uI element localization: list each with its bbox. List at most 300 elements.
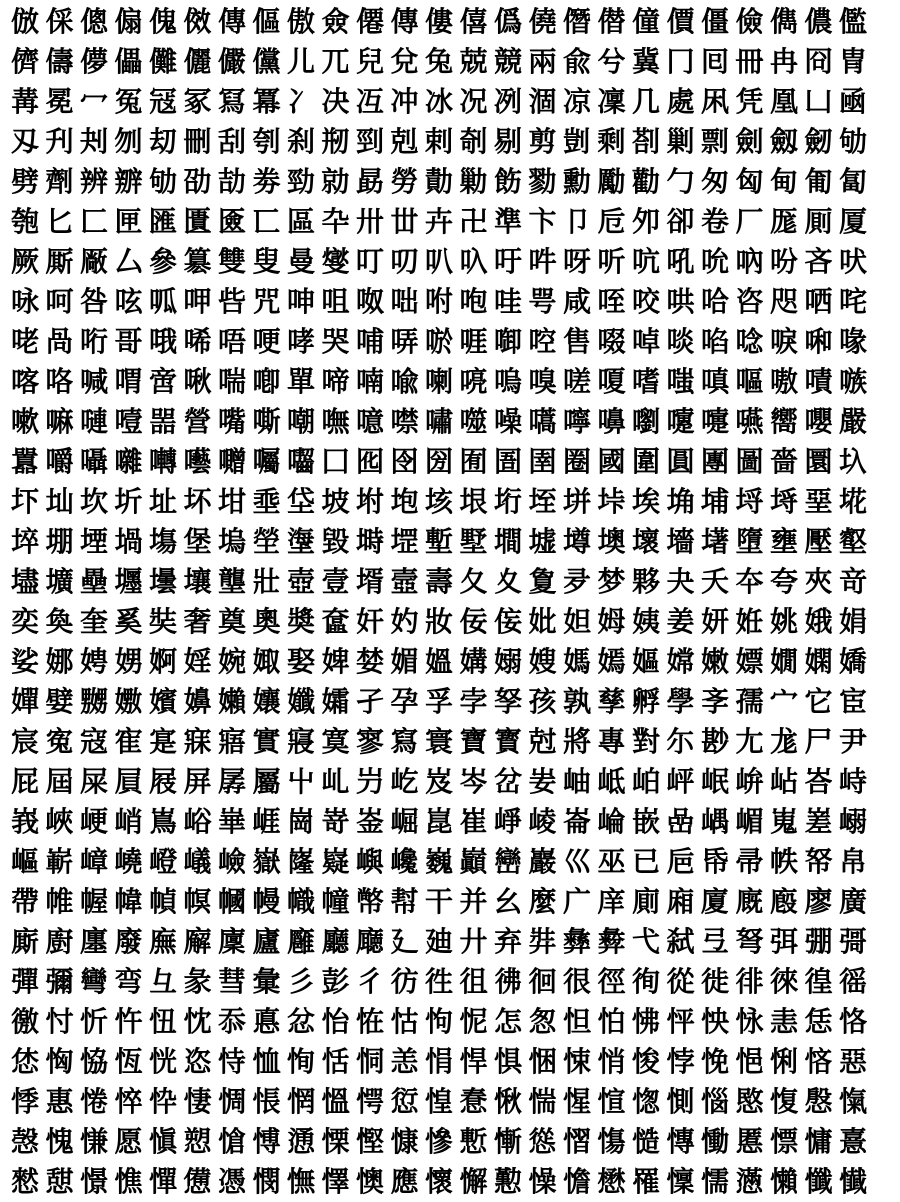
kanji-character: 慴 (562, 1125, 591, 1158)
kanji-character: 慷 (390, 1125, 419, 1158)
kanji-character: 墻 (666, 525, 695, 558)
kanji-character: 屎 (79, 765, 108, 798)
character-row (0, 362, 900, 402)
kanji-character: 奧 (252, 605, 281, 638)
kanji-character: 慓 (769, 1125, 798, 1158)
kanji-character: 岌 (424, 765, 453, 798)
kanji-character: 壓 (804, 525, 833, 558)
kanji-character: 冊 (735, 45, 764, 78)
kanji-character: 帷 (45, 885, 74, 918)
kanji-character: 傓 (114, 5, 143, 38)
kanji-character: 埃 (631, 485, 660, 518)
kanji-character: 壽 (424, 565, 453, 598)
kanji-character: 將 (562, 725, 591, 758)
kanji-character: 乢 (321, 765, 350, 798)
kanji-character: 囈 (183, 445, 212, 478)
kanji-character: 嚆 (528, 405, 557, 438)
kanji-character: 壙 (45, 565, 74, 598)
kanji-character: 嫩 (700, 645, 729, 678)
kanji-character: 奕 (10, 605, 39, 638)
kanji-character: 嫦 (666, 645, 695, 678)
kanji-character: 囿 (459, 445, 488, 478)
kanji-character: 囎 (217, 445, 246, 478)
kanji-character: 惷 (459, 1085, 488, 1118)
kanji-character: 劼 (217, 165, 246, 198)
kanji-character: 兩 (528, 45, 557, 78)
kanji-character: 嘔 (735, 365, 764, 398)
kanji-character: 屹 (390, 765, 419, 798)
kanji-character: 慙 (459, 1125, 488, 1158)
kanji-character: 圻 (114, 485, 143, 518)
kanji-character: 咬 (631, 285, 660, 318)
kanji-character: 巒 (493, 845, 522, 878)
kanji-character: 傯 (79, 5, 108, 38)
kanji-character: 崛 (390, 805, 419, 838)
kanji-character: 恟 (45, 1045, 74, 1078)
kanji-character: 愾 (838, 1085, 867, 1118)
kanji-character: 愎 (769, 1085, 798, 1118)
kanji-character: 冀 (631, 45, 660, 78)
kanji-character: 嫖 (735, 645, 764, 678)
kanji-character: 咢 (528, 285, 557, 318)
kanji-character: 傴 (252, 5, 281, 38)
kanji-character: 弭 (769, 925, 798, 958)
kanji-character: 娉 (79, 645, 108, 678)
kanji-character: 彈 (10, 965, 39, 998)
kanji-character: 忸 (148, 1005, 177, 1038)
kanji-character: 尸 (804, 725, 833, 758)
kanji-character: 懃 (493, 1165, 522, 1198)
kanji-character: 囂 (10, 445, 39, 478)
kanji-character: 屮 (286, 765, 315, 798)
kanji-character: 慳 (355, 1125, 384, 1158)
kanji-character: 僮 (631, 5, 660, 38)
kanji-character: 恬 (321, 1045, 350, 1078)
kanji-character: 冦 (148, 85, 177, 118)
kanji-character: 團 (700, 445, 729, 478)
kanji-character: 咫 (769, 285, 798, 318)
kanji-character: 圓 (666, 445, 695, 478)
kanji-character: 嗄 (597, 365, 626, 398)
kanji-character: 听 (597, 245, 626, 278)
kanji-character: 呻 (286, 285, 315, 318)
kanji-character: 堽 (390, 525, 419, 558)
kanji-character: 兒 (355, 45, 384, 78)
kanji-character: 悋 (804, 1045, 833, 1078)
kanji-character: 尓 (666, 725, 695, 758)
kanji-character: 儺 (148, 45, 177, 78)
kanji-character: 圸 (45, 485, 74, 518)
kanji-character: 宦 (838, 685, 867, 718)
kanji-character: 愍 (735, 1085, 764, 1118)
kanji-character: 壑 (838, 525, 867, 558)
kanji-character: 儁 (769, 5, 798, 38)
kanji-character: 從 (666, 965, 695, 998)
kanji-character: 彑 (148, 965, 177, 998)
kanji-character: 僥 (528, 5, 557, 38)
kanji-character: 堡 (183, 525, 212, 558)
kanji-character: 惧 (493, 1045, 522, 1078)
kanji-character: 勣 (424, 165, 453, 198)
kanji-character: 嬪 (148, 685, 177, 718)
kanji-character: 售 (562, 325, 591, 358)
kanji-character: 慇 (804, 1085, 833, 1118)
kanji-character: 劑 (45, 165, 74, 198)
kanji-character: 徂 (459, 965, 488, 998)
kanji-character: 哈 (700, 285, 729, 318)
kanji-character: 尅 (528, 725, 557, 758)
kanji-character: 孚 (424, 685, 453, 718)
kanji-character: 區 (286, 205, 315, 238)
kanji-character: 甸 (769, 165, 798, 198)
kanji-character: 厠 (804, 205, 833, 238)
kanji-character: 哂 (804, 285, 833, 318)
kanji-character: 憺 (562, 1165, 591, 1198)
kanji-character: 徑 (597, 965, 626, 998)
kanji-character: 刄 (10, 125, 39, 158)
kanji-character: 廱 (286, 925, 315, 958)
kanji-character: 坎 (79, 485, 108, 518)
kanji-character: 佞 (459, 605, 488, 638)
kanji-character: 墅 (459, 525, 488, 558)
kanji-character: 嶂 (79, 845, 108, 878)
kanji-character: 嫐 (114, 685, 143, 718)
character-row (0, 762, 900, 802)
kanji-character: 冪 (252, 85, 281, 118)
kanji-character: 崙 (562, 805, 591, 838)
kanji-character: 圜 (804, 445, 833, 478)
kanji-character: 峺 (79, 805, 108, 838)
kanji-character: 喇 (424, 365, 453, 398)
kanji-character: 唳 (769, 325, 798, 358)
kanji-character: 嬖 (45, 685, 74, 718)
kanji-character: 孃 (252, 685, 281, 718)
kanji-character: 僵 (700, 5, 729, 38)
kanji-character: 噐 (148, 405, 177, 438)
kanji-character: 喩 (390, 365, 419, 398)
kanji-character: 孺 (735, 685, 764, 718)
kanji-character: 幀 (148, 885, 177, 918)
kanji-character: 怛 (562, 1005, 591, 1038)
character-row (0, 602, 900, 642)
kanji-character: 凜 (597, 85, 626, 118)
kanji-character: 喟 (114, 365, 143, 398)
kanji-character: 埀 (252, 485, 281, 518)
kanji-character: 埣 (10, 525, 39, 558)
kanji-character: 冩 (217, 85, 246, 118)
kanji-character: 吠 (838, 245, 867, 278)
kanji-character: 塲 (148, 525, 177, 558)
kanji-character: 匈 (735, 165, 764, 198)
kanji-character: 喊 (79, 365, 108, 398)
kanji-character: 叺 (459, 245, 488, 278)
kanji-character: 怺 (735, 1005, 764, 1038)
kanji-character: 夾 (804, 565, 833, 598)
kanji-character: 壹 (321, 565, 350, 598)
kanji-character: 嵳 (804, 805, 833, 838)
kanji-character: 匏 (10, 205, 39, 238)
kanji-character: 愀 (493, 1085, 522, 1118)
kanji-character: 岷 (700, 765, 729, 798)
kanji-character: 巛 (562, 845, 591, 878)
kanji-character: 凾 (838, 85, 867, 118)
kanji-character: 厶 (114, 245, 143, 278)
kanji-character: 寉 (114, 725, 143, 758)
kanji-character: 愴 (217, 1125, 246, 1158)
kanji-character: 咸 (562, 285, 591, 318)
kanji-character: 嗚 (493, 365, 522, 398)
kanji-character: 惆 (217, 1085, 246, 1118)
kanji-character: 幟 (286, 885, 315, 918)
kanji-character: 涸 (528, 85, 557, 118)
kanji-character: 悄 (597, 1045, 626, 1078)
kanji-character: 徃 (424, 965, 453, 998)
character-row (0, 82, 900, 122)
kanji-character: 對 (631, 725, 660, 758)
kanji-character: 弑 (666, 925, 695, 958)
character-row (0, 1002, 900, 1042)
kanji-character: 勠 (528, 165, 557, 198)
kanji-character: 叮 (355, 245, 384, 278)
kanji-character: 燮 (321, 245, 350, 278)
kanji-character: 倸 (45, 5, 74, 38)
kanji-character: 恁 (804, 1005, 833, 1038)
kanji-character: 恷 (10, 1045, 39, 1078)
kanji-character: 嶌 (148, 805, 177, 838)
kanji-character: 啝 (804, 325, 833, 358)
kanji-character: 岻 (597, 765, 626, 798)
kanji-character: 岔 (493, 765, 522, 798)
kanji-character: 儼 (217, 45, 246, 78)
kanji-character: 廛 (79, 925, 108, 958)
kanji-character: 屏 (183, 765, 212, 798)
character-row (0, 162, 900, 202)
kanji-character: 競 (493, 45, 522, 78)
kanji-character: 姚 (769, 605, 798, 638)
kanji-character: 干 (424, 885, 453, 918)
kanji-character: 寤 (217, 725, 246, 758)
kanji-character: 壅 (769, 525, 798, 558)
kanji-character: 儿 (286, 45, 315, 78)
kanji-character: 嶇 (10, 845, 39, 878)
kanji-character: 恣 (183, 1045, 212, 1078)
kanji-character: 憮 (286, 1165, 315, 1198)
kanji-character: 哘 (79, 325, 108, 358)
kanji-character: 悁 (424, 1045, 453, 1078)
kanji-character: 嗇 (769, 445, 798, 478)
kanji-character: 咏 (10, 285, 39, 318)
kanji-character: 怕 (597, 1005, 626, 1038)
kanji-character: 價 (666, 5, 695, 38)
kanji-character: 哦 (148, 325, 177, 358)
kanji-character: 孱 (217, 765, 246, 798)
kanji-character: 懷 (424, 1165, 453, 1198)
kanji-character: 埆 (666, 485, 695, 518)
kanji-character: 嵎 (700, 805, 729, 838)
character-row (0, 202, 900, 242)
kanji-character: 垈 (286, 485, 315, 518)
kanji-character: 厰 (79, 245, 108, 278)
kanji-character: 恙 (390, 1045, 419, 1078)
kanji-character: 忰 (148, 1085, 177, 1118)
kanji-character: 惡 (838, 1045, 867, 1078)
kanji-character: 岼 (666, 765, 695, 798)
kanji-character: 嵜 (321, 805, 350, 838)
kanji-character: 恫 (355, 1045, 384, 1078)
kanji-character: 彗 (217, 965, 246, 998)
kanji-character: 毀 (321, 525, 350, 558)
kanji-character: 壻 (355, 565, 384, 598)
kanji-character: 廁 (631, 885, 660, 918)
kanji-character: 嶽 (252, 845, 281, 878)
kanji-character: 厮 (45, 245, 74, 278)
kanji-character: 剴 (562, 125, 591, 158)
kanji-character: 徨 (804, 965, 833, 998)
kanji-character: 崕 (252, 805, 281, 838)
kanji-character: 寥 (355, 725, 384, 758)
kanji-character: 怐 (424, 1005, 453, 1038)
kanji-character: 圈 (562, 445, 591, 478)
kanji-character: 喞 (252, 365, 281, 398)
kanji-character: 恊 (79, 1045, 108, 1078)
kanji-character: 恃 (217, 1045, 246, 1078)
kanji-character: 惠 (45, 1085, 74, 1118)
kanji-character: 妲 (562, 605, 591, 638)
kanji-character: 怏 (700, 1005, 729, 1038)
kanji-character: 丗 (390, 205, 419, 238)
kanji-character: 悗 (700, 1045, 729, 1078)
kanji-character: 冱 (355, 85, 384, 118)
kanji-character: 徊 (528, 965, 557, 998)
kanji-character: 嗾 (838, 365, 867, 398)
kanji-character: 嘯 (424, 405, 453, 438)
kanji-character: 僭 (562, 5, 591, 38)
kanji-character: 巉 (390, 845, 419, 878)
character-row (0, 282, 900, 322)
kanji-character: 悚 (562, 1045, 591, 1078)
kanji-character: 垉 (390, 485, 419, 518)
kanji-character: 圖 (735, 445, 764, 478)
kanji-character: 喘 (217, 365, 246, 398)
kanji-character: 勹 (666, 165, 695, 198)
kanji-character: 準 (493, 205, 522, 238)
kanji-character: 噪 (493, 405, 522, 438)
kanji-character: 嶝 (148, 845, 177, 878)
kanji-character: 孥 (493, 685, 522, 718)
kanji-character: 妁 (390, 605, 419, 638)
kanji-character: 岶 (631, 765, 660, 798)
kanji-character: 壞 (631, 525, 660, 558)
kanji-character: 婉 (217, 645, 246, 678)
kanji-character: 咾 (10, 325, 39, 358)
character-row (0, 42, 900, 82)
kanji-character: 壼 (390, 565, 419, 598)
kanji-character: 彡 (286, 965, 315, 998)
kanji-character: 咀 (321, 285, 350, 318)
kanji-character: 寞 (321, 725, 350, 758)
kanji-character: 嚶 (804, 405, 833, 438)
kanji-character: 嫻 (804, 645, 833, 678)
kanji-character: 彿 (493, 965, 522, 998)
kanji-character: 塰 (286, 525, 315, 558)
kanji-character: 峩 (10, 805, 39, 838)
kanji-character: 惘 (286, 1085, 315, 1118)
kanji-character: 罹 (631, 1165, 660, 1198)
kanji-character: 兀 (321, 45, 350, 78)
kanji-character: 囓 (286, 445, 315, 478)
kanji-character: 弸 (804, 925, 833, 958)
kanji-character: 嗔 (700, 365, 729, 398)
kanji-character: 嗜 (631, 365, 660, 398)
kanji-character: 帛 (838, 845, 867, 878)
kanji-character: 哄 (666, 285, 695, 318)
kanji-character: 勦 (459, 165, 488, 198)
kanji-character: 應 (390, 1165, 419, 1198)
kanji-character: 孰 (562, 685, 591, 718)
kanji-character: 剳 (631, 125, 660, 158)
kanji-character: 徇 (631, 965, 660, 998)
character-row (0, 1122, 900, 1162)
kanji-character: 廸 (424, 925, 453, 958)
kanji-character: 勸 (631, 165, 660, 198)
kanji-character: 凭 (735, 85, 764, 118)
kanji-character: 卅 (355, 205, 384, 238)
kanji-character: 呵 (45, 285, 74, 318)
kanji-character: 叨 (390, 245, 419, 278)
kanji-character: 憖 (10, 1165, 39, 1198)
kanji-character: 忻 (79, 1005, 108, 1038)
kanji-character: 啀 (459, 325, 488, 358)
kanji-character: 悴 (114, 1085, 143, 1118)
kanji-character: 儻 (252, 45, 281, 78)
kanji-character: 圉 (528, 445, 557, 478)
kanji-character: 忿 (286, 1005, 315, 1038)
kanji-character: 懴 (838, 1165, 867, 1198)
kanji-character: 僉 (321, 5, 350, 38)
kanji-character: 嘴 (217, 405, 246, 438)
kanji-character: 啼 (321, 365, 350, 398)
kanji-character: 劵 (252, 165, 281, 198)
character-row (0, 482, 900, 522)
kanji-character: 悳 (252, 1005, 281, 1038)
kanji-character: 幄 (79, 885, 108, 918)
kanji-character: 嘖 (804, 365, 833, 398)
kanji-character: 慟 (700, 1125, 729, 1158)
kanji-character: 剋 (390, 125, 419, 158)
kanji-character: 埔 (700, 485, 729, 518)
kanji-character: 悃 (528, 1045, 557, 1078)
kanji-character: 帑 (804, 845, 833, 878)
kanji-character: 姆 (597, 605, 626, 638)
kanji-character: 奬 (286, 605, 315, 638)
kanji-character: 劈 (10, 165, 39, 198)
kanji-character: 呷 (183, 285, 212, 318)
kanji-character: 惴 (528, 1085, 557, 1118)
kanji-character: 竒 (838, 565, 867, 598)
kanji-character: 夲 (735, 565, 764, 598)
kanji-character: 兮 (597, 45, 626, 78)
kanji-character: 卮 (597, 205, 626, 238)
kanji-character: 嬌 (838, 645, 867, 678)
kanji-character: 堝 (114, 525, 143, 558)
kanji-character: 徼 (10, 1005, 39, 1038)
kanji-character: 屁 (10, 765, 39, 798)
kanji-character: 廨 (183, 925, 212, 958)
kanji-character: 僣 (597, 5, 626, 38)
kanji-character: 峇 (804, 765, 833, 798)
kanji-character: 哮 (286, 325, 315, 358)
kanji-character: 壗 (10, 565, 39, 598)
